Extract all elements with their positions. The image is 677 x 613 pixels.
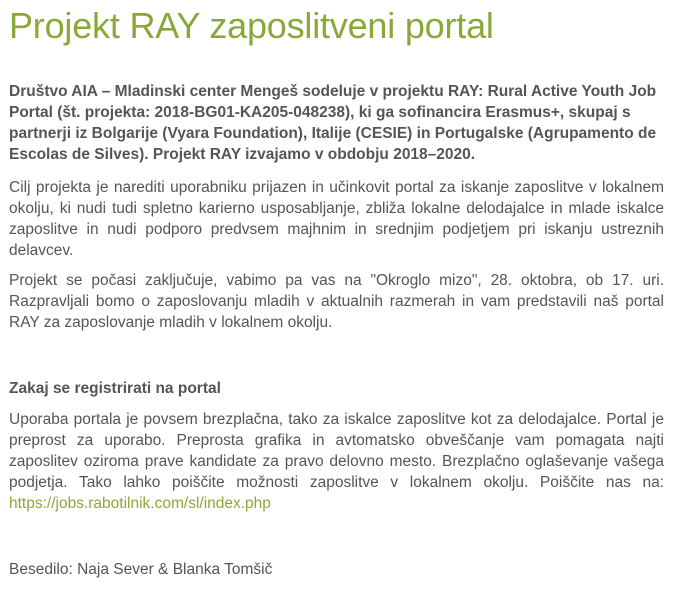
paragraph-round-table: Projekt se počasi zaključuje, vabimo pa vas na "Okroglo mizo", 28. oktobra, ob 17. uri. Razpravljali bomo o zaposlovanju mladih v aktualnih razmerah in vam predstavili naš portal RAY za zaposlovanje mladih v lokalnem okolju.	[9, 272, 664, 331]
paragraph-project-goal: Cilj projekta je narediti uporabniku prijazen in učinkovit portal za iskanje zaposlitve v lokalnem okolju, ki nudi tudi spletno karierno usposabljanje, zbliža lokalne delodajalce in mlade iskalce zaposlitve in nudi podporo predvsem majhnim in srednjim podjetjem pri iskanju ustreznih delavcev.	[9, 179, 664, 259]
portal-link[interactable]: https://jobs.rabotilnik.com/sl/index.php	[9, 495, 271, 512]
lead-paragraph: Društvo AIA – Mladinski center Mengeš sodeluje v projektu RAY: Rural Active Youth Job Portal (št. projekta: 2018-BG01-KA205-048238), ki ga sofinancira Erasmus+, skupaj s partnerji iz Bolgarije (Vyara Foundation), Italije (CESIE) in Portugalske (Agrupamento de Escolas de Silves). Projekt RAY izvajamo v obdobju 2018–2020.	[9, 83, 657, 163]
section-heading: Zakaj se registrirati na portal	[9, 380, 221, 397]
byline: Besedilo: Naja Sever & Blanka Tomšič	[9, 561, 273, 578]
why-register-text: Uporaba portala je povsem brezplačna, tako za iskalce zaposlitve kot za delodajalce. Portal je preprost za uporabo. Preprosta grafika in avtomatsko obveščanje vam pomagata najti zaposlitev oziroma prave kandidate za pravo delovno mesto. Brezplačno oglaševanje vašega podjetja. Tako lahko poiščite možnosti zaposlitve v lokalnem okolju.	[9, 411, 664, 491]
find-us-label: Poiščite nas na:	[539, 474, 664, 491]
paragraph-why-register	[9, 409, 664, 514]
article	[9, 0, 664, 580]
page-title: Projekt RAY zaposlitveni portal	[9, 5, 494, 46]
